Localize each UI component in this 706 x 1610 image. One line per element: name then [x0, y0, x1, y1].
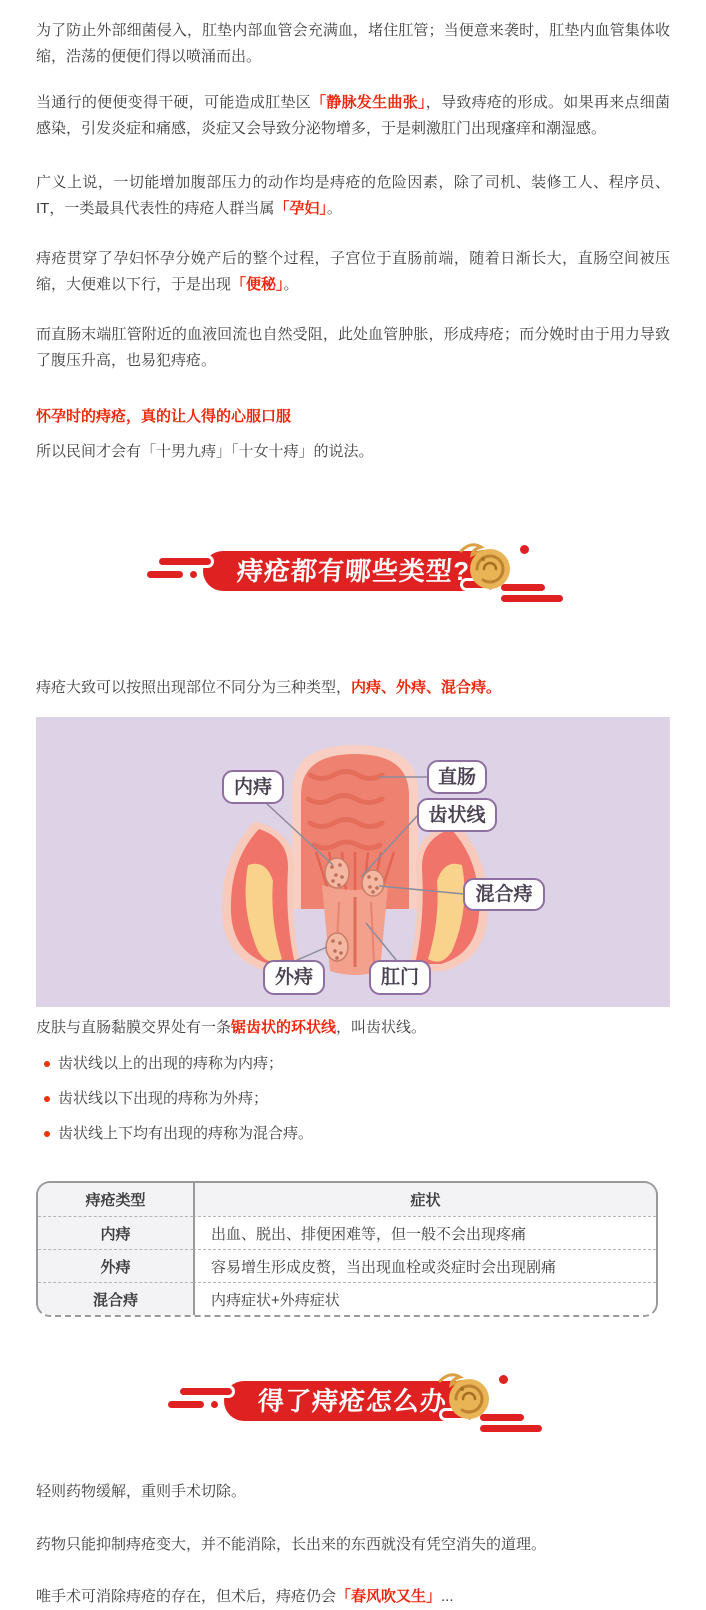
highlight-text: 「便秘」 [231, 276, 284, 293]
speedline-decoration [159, 558, 211, 565]
mixed-hemorrhoid-bump [362, 870, 384, 896]
paragraph-text: 唯手术可消除痔疮的存在，但术后，痔疮仍会 [36, 1588, 337, 1605]
cell-type: 外痔 [38, 1249, 193, 1282]
paragraph-text: 广义上说，一切能增加腹部压力的动作均是痔疮的危险因素，除了司机、装修工人、程序员、IT，一类最具代表性的痔疮人群当属 [36, 174, 670, 217]
list-item [36, 1121, 670, 1147]
banner-title: 痔疮都有哪些类型? [235, 556, 471, 586]
diagram-label: 内痔 [233, 777, 273, 798]
diagram-label: 肛门 [380, 967, 420, 988]
symptom-table [36, 1181, 658, 1317]
article-paragraph [36, 170, 670, 222]
speedline-decoration [501, 595, 563, 602]
anatomy-diagram [36, 717, 670, 1007]
table-row [38, 1249, 656, 1282]
gold-dragon-icon [434, 1365, 494, 1425]
paragraph-text: ... [441, 1588, 454, 1605]
banner-pill [224, 1381, 481, 1421]
paragraph-text: 皮肤与直肠黏膜交界处有一条 [36, 1019, 232, 1036]
article-paragraph [36, 1584, 670, 1610]
list-item [36, 1051, 670, 1077]
section-banner-treatment [36, 1373, 670, 1435]
speedline-decoration [168, 1401, 204, 1408]
table-header-row [38, 1183, 656, 1216]
anatomy-illustration [36, 717, 670, 1007]
dot-decoration [520, 545, 529, 554]
list-item-text: 齿状线以上的出现的痔称为内痔； [58, 1055, 284, 1072]
paragraph-text: ，叫齿状线。 [336, 1019, 427, 1036]
red-subheading: 怀孕时的痔疮，真的让人得的心服口服 [36, 408, 292, 425]
paragraph-text: 。 [326, 200, 342, 217]
cell-type: 内痔 [38, 1216, 193, 1249]
paragraph-text: 痔疮贯穿了孕妇怀孕分娩产后的整个过程，子宫位于直肠前端，随着日渐长大，直肠空间被压缩，大便难以下行，于是出现 [36, 250, 670, 293]
article-paragraph [36, 246, 670, 298]
paragraph-text: 而直肠末端肛管附近的血液回流也自然受阻，此处血管肿胀，形成痔疮；而分娩时由于用力导致了腹压升高，也易犯痔疮。 [36, 326, 670, 369]
banner-pill [203, 551, 504, 591]
list-item-text: 齿状线上下均有出现的痔称为混合痔。 [58, 1125, 314, 1142]
dot-decoration [211, 1401, 218, 1408]
cell-symptom: 内痔症状+外痔症状 [193, 1282, 656, 1315]
bullet-icon [44, 1131, 50, 1137]
cell-type: 混合痔 [38, 1282, 193, 1315]
diagram-label: 外痔 [274, 967, 314, 988]
highlight-text: 锯齿状的环状线 [231, 1019, 337, 1036]
article-paragraph [36, 90, 670, 142]
highlight-text: 内痔、外痔、混合痔。 [351, 679, 502, 696]
speedline-decoration [480, 1425, 542, 1432]
column-header-type: 痔疮类型 [38, 1183, 193, 1216]
article-paragraph [36, 1532, 670, 1558]
internal-hemorrhoid-bump [325, 858, 349, 888]
paragraph-text: 轻则药物缓解，重则手术切除。 [36, 1483, 247, 1500]
paragraph-text: 所以民间才会有「十男九痔」「十女十痔」的说法。 [36, 443, 374, 460]
table-row [38, 1282, 656, 1315]
diagram-label: 直肠 [437, 767, 477, 788]
paragraph-text: 痔疮大致可以按照出现部位不同分为三种类型， [36, 679, 352, 696]
article-paragraph [36, 675, 670, 701]
list-item [36, 1086, 670, 1112]
dot-decoration [499, 1375, 508, 1384]
table-row [38, 1216, 656, 1249]
article-paragraph [36, 322, 670, 374]
diagram-label: 齿状线 [428, 805, 486, 826]
highlight-text: 「春风吹又生」 [336, 1588, 442, 1605]
hemorrhoid-type-list [36, 1051, 670, 1147]
cell-symptom: 容易增生形成皮赘，当出现血栓或炎症时会出现剧痛 [193, 1249, 656, 1282]
highlight-text: 「静脉发生曲张」 [311, 94, 426, 111]
bullet-icon [44, 1061, 50, 1067]
article-paragraph [36, 439, 670, 465]
article-paragraph [36, 1015, 670, 1041]
external-hemorrhoid-bump [326, 933, 348, 961]
article-paragraph [36, 1479, 670, 1505]
paragraph-text: 药物只能抑制痔疮变大，并不能消除，长出来的东西就没有凭空消失的道理。 [36, 1536, 547, 1553]
paragraph-text: 当通行的便便变得干硬，可能造成肛垫区 [36, 94, 312, 111]
speedline-decoration [180, 1388, 232, 1395]
speedline-decoration [147, 571, 183, 578]
cell-symptom: 出血、脱出、排便困难等，但一般不会出现疼痛 [193, 1216, 656, 1249]
paragraph-text: 。 [283, 276, 299, 293]
paragraph-text: 为了防止外部细菌侵入，肛垫内部血管会充满血，堵住肛管；当便意来袭时，肛垫内血管集体收缩，浩荡的便便们得以喷涌而出。 [36, 22, 670, 65]
column-header-symptom: 症状 [193, 1183, 656, 1216]
dot-decoration [190, 571, 197, 578]
bullet-icon [44, 1096, 50, 1102]
diagram-label: 混合痔 [475, 884, 533, 905]
article-paragraph [36, 18, 670, 70]
list-item-text: 齿状线以下出现的痔称为外痔； [58, 1090, 269, 1107]
section-banner-types [36, 543, 670, 605]
paragraph-text: ，导致痔疮的形成。如果再来点细菌感染，引发炎症和痛感，炎症又会导致分泌物增多，于是刺激肛门出现瘙痒和潮湿感。 [36, 94, 670, 137]
highlight-text: 「孕妇」 [274, 200, 327, 217]
banner-title: 得了痔疮怎么办 [257, 1386, 449, 1416]
gold-dragon-icon [455, 535, 515, 595]
